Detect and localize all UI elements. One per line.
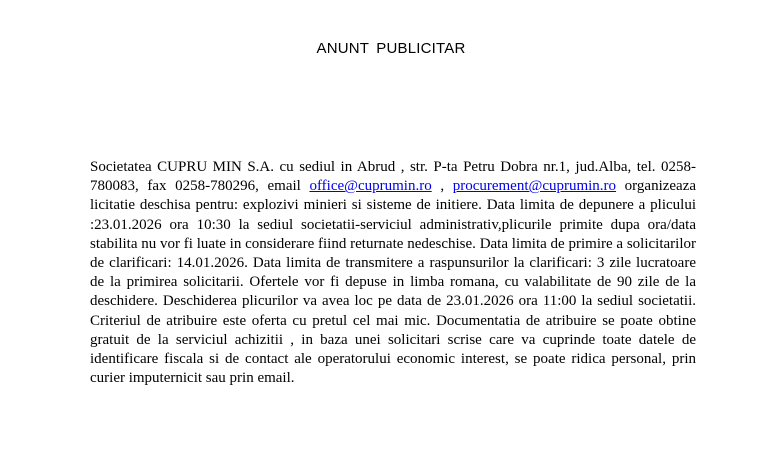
announcement-details-text: organizeaza licitatie deschisa pentru: explozivi minieri si sisteme de initiere. Data limita de depunere a plicului :23.01.2026 ora 10:30 la sediul societatii-serviciul administrativ,plicurile primite dupa ora/data stabilita nu vor fi luate in considerare fiind returnate nedeschise. Data limita de primire a solicitarilor de clarificari: 14.01.2026. Data limita de transmitere a raspunsurilor la clarificari: 3 zile lucratoare de la primirea solicitarii. Ofertele vor fi depuse in limba romana, cu valabilitate de 90 zile de la deschidere. Deschiderea plicurilor va avea loc pe data de 23.01.2026 ora 11:00 la sediul societatii. Criteriul de atribuire este oferta cu pretul cel mai mic. Documentatia de atribuire se poate obtine gratuit de la serviciul achizitii , in baza unei solicitari scrise care va cuprinde toate datele de identificare fiscala si de contact ale operatorului economic interest, se poate ridica personal, prin curier imputernicit sau prin email. (90, 178, 697, 387)
email-link-procurement[interactable]: procurement@cuprumin.ro (452, 178, 617, 195)
announcement-intro-text: Societatea CUPRU MIN S.A. cu sediul in Abrud , str. P-ta Petru Dobra nr.1, jud.Alba, tel. 0258-780083, fax 0258-780296, email (90, 159, 696, 195)
email-link-office[interactable]: office@cuprumin.ro (309, 178, 432, 195)
page-title: ANUNT PUBLICITAR (316, 40, 466, 57)
email-separator: , (431, 178, 453, 195)
announcement-body (90, 158, 696, 388)
